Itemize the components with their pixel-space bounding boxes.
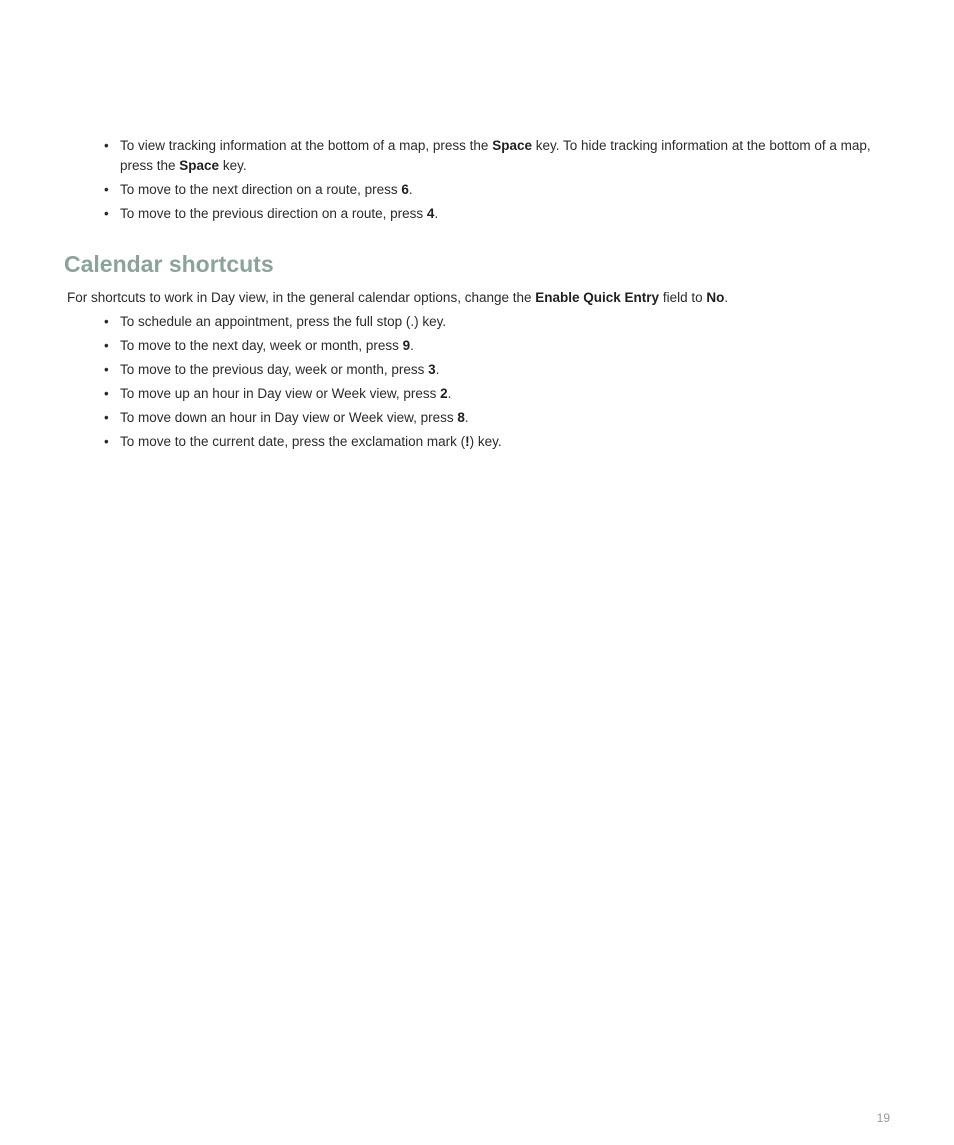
bold-key-text: 8 [457,410,465,425]
bullet-icon: • [104,434,109,449]
text-run: . [434,206,439,221]
bullet-icon: • [104,138,109,153]
list-item [104,384,899,404]
bold-key-text: No [706,290,725,305]
bold-key-text: Enable Quick Entry [535,290,660,305]
bullet-icon: • [104,410,109,425]
bullet-icon: • [104,362,109,377]
text-run: To move to the previous direction on a route, press [120,206,427,221]
bullet-icon: • [104,338,109,353]
bold-key-text: Space [179,158,220,173]
section-intro [67,288,907,308]
text-run: To move to the next day, week or month, press [120,338,403,353]
bullet-icon: • [104,314,109,329]
list-item [104,204,899,224]
bullet-icon: • [104,206,109,221]
text-run: . [435,362,440,377]
bold-key-text: 2 [440,386,448,401]
text-run: . [464,410,469,425]
calendar-shortcuts-list [104,312,899,456]
text-run: . [408,182,413,197]
bold-key-text: ! [465,434,470,449]
bold-key-text: 3 [428,362,436,377]
list-item [104,336,899,356]
section-title: Calendar shortcuts [64,251,274,277]
list-item [104,432,899,452]
text-run: To schedule an appointment, press the full stop (.) key. [120,314,447,329]
text-run: key. To hide tracking information at the bottom of a map, press the [120,138,871,173]
text-run: field to [659,290,707,305]
bullet-icon: • [104,182,109,197]
text-run: To move to the current date, press the exclamation mark ( [120,434,466,449]
text-run: For shortcuts to work in Day view, in the general calendar options, change the [67,290,536,305]
page-number: 19 [876,1111,890,1125]
text-run: key. [219,158,247,173]
text-run: To move to the previous day, week or month, press [120,362,429,377]
list-item [104,180,899,200]
bold-key-text: 4 [426,206,435,221]
bold-key-text: 9 [402,338,411,353]
text-run: To move up an hour in Day view or Week view, press [120,386,441,401]
text-run: . [447,386,452,401]
bold-key-text: Space [492,138,532,153]
text-run: To move down an hour in Day view or Week view, press [120,410,458,425]
text-run: ) key. [469,434,502,449]
text-run: . [410,338,414,353]
text-run: . [724,290,729,305]
text-run: To view tracking information at the bottom of a map, press the [120,138,493,153]
list-item [104,136,899,176]
list-item [104,360,899,380]
text-run: To move to the next direction on a route, press [120,182,402,197]
bullet-icon: • [104,386,109,401]
bold-key-text: 6 [401,182,409,197]
list-item [104,312,899,332]
list-item [104,408,899,428]
map-shortcuts-list [104,136,899,228]
